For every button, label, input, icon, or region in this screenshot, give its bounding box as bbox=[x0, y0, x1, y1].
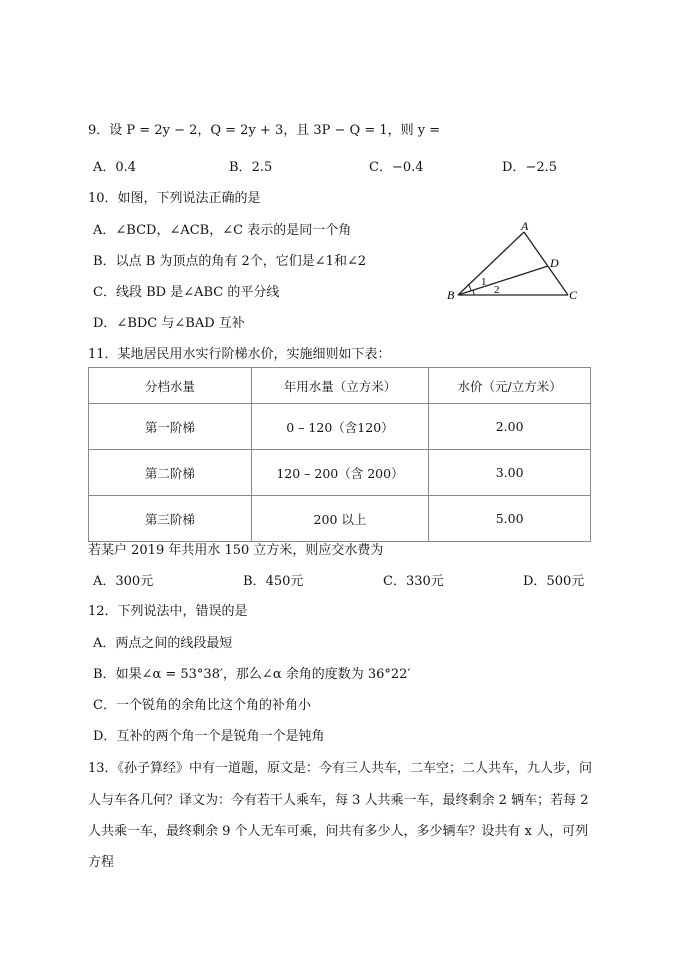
table-row bbox=[89, 404, 591, 450]
q12-option-c: C．一个锐角的余角比这个角的补角小 bbox=[93, 698, 311, 713]
q12-option-d: D．互补的两个角一个是锐角一个是钝角 bbox=[93, 729, 325, 744]
angle-1-label: 1 bbox=[481, 276, 487, 288]
q13-number: 13． bbox=[88, 761, 118, 776]
point-a-label: A bbox=[521, 219, 529, 233]
triangle-figure bbox=[444, 218, 594, 310]
angle-arc-1 bbox=[468, 284, 471, 291]
q11-followup: 若某户 2019 年共用水 150 立方米，则应交水费为 bbox=[88, 543, 384, 558]
q13-line-2: 人与车各几何？译文为：今有若干人乘车，每 3 人共乘一车，最终剩余 2 辆车；若每 2 bbox=[88, 793, 589, 808]
q13-line-1: 13．《孙子算经》中有一道题，原文是：今有三人共车，二车空；二人共车，九人步，问 bbox=[88, 761, 593, 776]
angle-arc-2 bbox=[473, 290, 474, 295]
q12-option-b: B．如果∠α = 53°38′，那么∠α 余角的度数为 36°22′ bbox=[93, 667, 411, 682]
q9-stem bbox=[88, 119, 440, 138]
segment-ba bbox=[458, 232, 524, 295]
table-cell: 120 – 200（含 200） bbox=[251, 450, 429, 496]
q12-option-a: A．两点之间的线段最短 bbox=[93, 636, 233, 651]
table-cell: 第一阶梯 bbox=[89, 404, 252, 450]
q9-text: 设 P = 2y − 2，Q = 2y + 3，且 3P − Q = 1，则 y = bbox=[109, 123, 441, 138]
q12-text: 下列说法中，错误的是 bbox=[117, 604, 248, 619]
q10-number: 10． bbox=[88, 191, 118, 206]
table-cell: 第二阶梯 bbox=[89, 450, 252, 496]
angle-2-label: 2 bbox=[494, 284, 500, 296]
table-row bbox=[89, 496, 591, 542]
segment-ac bbox=[524, 232, 568, 295]
q11-text: 某地居民用水实行阶梯水价，实施细则如下表： bbox=[117, 347, 391, 362]
q11-option-b: B．450元 bbox=[243, 574, 304, 589]
q10-option-d: D．∠BDC 与∠BAD 互补 bbox=[93, 316, 245, 331]
q11-option-c: C．330元 bbox=[383, 574, 444, 589]
q9-option-b: B．2.5 bbox=[229, 160, 273, 175]
point-d-label: D bbox=[550, 256, 559, 270]
q11-option-a: A．300元 bbox=[93, 574, 154, 589]
table-row bbox=[89, 450, 591, 496]
q13-line-3: 人共乘一车，最终剩余 9 个人无车可乘，问共有多少人，多少辆车？设共有 x 人，可列 bbox=[88, 824, 589, 839]
q10-stem bbox=[88, 187, 261, 206]
q10-option-c: C．线段 BD 是∠ABC 的平分线 bbox=[93, 285, 280, 300]
table-header-row bbox=[89, 368, 591, 404]
water-price-table bbox=[88, 367, 591, 542]
table-cell: 200 以上 bbox=[251, 496, 429, 542]
q9-option-a: A．0.4 bbox=[93, 160, 137, 175]
q11-stem bbox=[88, 343, 391, 362]
table-cell: 2.00 bbox=[429, 404, 591, 450]
table-cell: 0 – 120（含120） bbox=[251, 404, 429, 450]
table-cell: 3.00 bbox=[429, 450, 591, 496]
q9-option-d: D．−2.5 bbox=[502, 160, 558, 175]
q12-stem bbox=[88, 600, 248, 619]
q13-line-4: 方程 bbox=[88, 855, 115, 870]
q10-option-b: B．以点 B 为顶点的角有 2个，它们是∠1和∠2 bbox=[93, 254, 367, 269]
q11-number: 11． bbox=[88, 347, 118, 362]
segment-bd bbox=[458, 266, 548, 295]
q9-option-c: C．−0.4 bbox=[369, 160, 424, 175]
q12-number: 12． bbox=[88, 604, 118, 619]
q10-text: 如图，下列说法正确的是 bbox=[117, 191, 261, 206]
table-cell: 5.00 bbox=[429, 496, 591, 542]
point-b-label: B bbox=[447, 288, 455, 302]
table-header: 分档水量 bbox=[89, 368, 252, 404]
table-header: 水价（元/立方米） bbox=[429, 368, 591, 404]
table-cell: 第三阶梯 bbox=[89, 496, 252, 542]
q9-number: 9． bbox=[88, 123, 110, 138]
q11-option-d: D．500元 bbox=[523, 574, 585, 589]
table-header: 年用水量（立方米） bbox=[251, 368, 429, 404]
q10-option-a: A．∠BCD，∠ACB，∠C 表示的是同一个角 bbox=[93, 223, 352, 238]
point-c-label: C bbox=[569, 288, 578, 302]
